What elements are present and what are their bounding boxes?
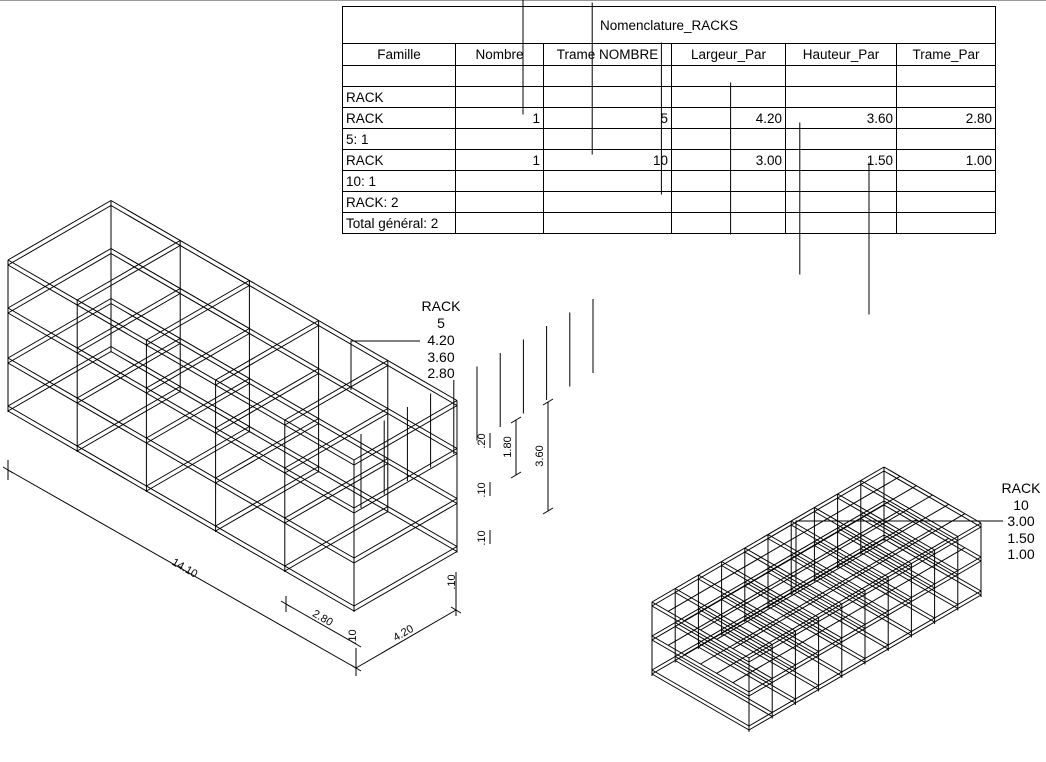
frame-rail (8, 265, 354, 465)
tag-value: 2.80 (427, 365, 455, 381)
frame-beam (77, 344, 180, 404)
frame-beam (77, 339, 180, 399)
frame-beam (8, 254, 111, 314)
table-cell: 2.80 (897, 108, 996, 129)
tag-family: RACK (421, 298, 461, 314)
frame-beam (77, 246, 180, 306)
table-cell: RACK (343, 150, 456, 171)
frame-beam (285, 464, 388, 524)
frame-beam (675, 657, 772, 713)
frame-rail (8, 406, 354, 606)
dimension-post-text: .10 (347, 629, 359, 645)
frame-beam (216, 472, 319, 532)
frame-beam (285, 409, 388, 469)
table-cell: 10: 1 (343, 171, 456, 192)
frame-beam (216, 369, 319, 429)
frame-beam (285, 361, 388, 421)
table-cell: 1 (456, 150, 544, 171)
frame-beam (146, 334, 249, 394)
frame-rail (8, 308, 354, 508)
frame-beam (652, 674, 749, 730)
table-cell: 4.20 (672, 108, 786, 129)
frame-rail (111, 347, 457, 547)
frame-beam (146, 281, 249, 341)
tag-value: 3.60 (427, 349, 455, 365)
frame-beam (354, 547, 457, 607)
tag-leader-line (796, 521, 1003, 587)
frame-beam (77, 387, 180, 447)
frame-beam (652, 670, 749, 726)
frame-rail (8, 411, 354, 611)
frame-beam (8, 299, 111, 359)
dimension-width-line (356, 610, 456, 668)
dimension-length-text: 14.10 (169, 556, 200, 581)
table-cell: 1.50 (786, 150, 897, 171)
frame-beam (8, 206, 111, 266)
frame-beam (8, 249, 111, 309)
frame-rail (111, 304, 457, 504)
table-cell: 5: 1 (343, 129, 456, 150)
frame-beam (8, 352, 111, 412)
frame-beam (354, 499, 457, 559)
rack-small-frame (361, 299, 1046, 762)
frame-beam (146, 427, 249, 487)
dimension-height-upper-text: 1.80 (502, 436, 514, 458)
dimension-offset-text: .20 (476, 433, 488, 449)
tag-value: 10 (1013, 497, 1029, 513)
table-cell: 1.00 (897, 150, 996, 171)
frame-rail (111, 352, 457, 552)
frame-beam (354, 552, 457, 612)
frame-beam (354, 401, 457, 461)
column-header-famille: Famille (343, 44, 456, 66)
tag-value: 3.00 (1007, 513, 1035, 529)
frame-rail (8, 260, 354, 460)
frame-beam (8, 304, 111, 364)
table-cell: RACK: 2 (343, 192, 456, 213)
table-cell: RACK (343, 87, 456, 108)
column-header-trame-nombre: Trame NOMBRE (544, 44, 672, 66)
column-header-largeur-par: Largeur_Par (672, 44, 786, 66)
tag-value: 1.50 (1007, 530, 1035, 546)
table-cell: RACK (343, 108, 456, 129)
tag-leader-line (351, 341, 420, 390)
frame-beam (216, 321, 319, 381)
frame-beam (285, 414, 388, 474)
frame-beam (146, 286, 249, 346)
frame-beam (8, 201, 111, 261)
dimension-lines (3, 399, 553, 676)
frame-beam (354, 406, 457, 466)
frame-beam (216, 467, 319, 527)
frame-beam (146, 379, 249, 439)
tag-value: 4.20 (427, 332, 455, 348)
schedule-title: Nomenclature_RACKS (343, 7, 996, 44)
dimension-post-text: .10 (476, 482, 488, 498)
frame-beam (216, 419, 319, 479)
rack-small-tag (796, 480, 1041, 587)
dimension-width-text: 4.20 (391, 622, 416, 644)
frame-beam (146, 432, 249, 492)
frame-beam (354, 504, 457, 564)
frame-beam (216, 326, 319, 386)
frame-beam (285, 507, 388, 567)
frame-beam (146, 384, 249, 444)
table-cell: 5 (544, 108, 672, 129)
frame-beam (8, 347, 111, 407)
tag-value: 1.00 (1007, 546, 1035, 562)
column-header-nombre: Nombre (456, 44, 544, 66)
dimension-post-text: .10 (476, 530, 488, 546)
dimension-height-total-text: 3.60 (534, 445, 546, 467)
frame-beam (77, 241, 180, 301)
table-cell: 1 (456, 108, 544, 129)
dimension-post-text: .10 (446, 574, 458, 590)
frame-beam (77, 294, 180, 354)
tag-family: RACK (1001, 480, 1041, 496)
frame-beam (146, 329, 249, 389)
frame-beam (77, 289, 180, 349)
table-cell: 3.00 (672, 150, 786, 171)
frame-beam (216, 424, 319, 484)
frame-beam (285, 366, 388, 426)
frame-rail (111, 206, 457, 406)
frame-rail (8, 313, 354, 513)
frame-beam (216, 374, 319, 434)
frame-beam (77, 392, 180, 452)
frame-beam (861, 485, 958, 541)
dimension-bay-text: 2.80 (310, 607, 335, 629)
table-cell: 10 (544, 150, 672, 171)
frame-beam (285, 512, 388, 572)
table-cell: 3.60 (786, 108, 897, 129)
frame-beam (285, 459, 388, 519)
frame-beam (354, 449, 457, 509)
column-header-trame-par: Trame_Par (897, 44, 996, 66)
tag-value: 5 (437, 315, 445, 331)
frame-beam (884, 471, 981, 527)
frame-beam (354, 454, 457, 514)
table-cell: Total général: 2 (343, 213, 456, 234)
column-header-hauteur-par: Hauteur_Par (786, 44, 897, 66)
frame-rail (111, 299, 457, 499)
frame-rail (111, 201, 457, 401)
